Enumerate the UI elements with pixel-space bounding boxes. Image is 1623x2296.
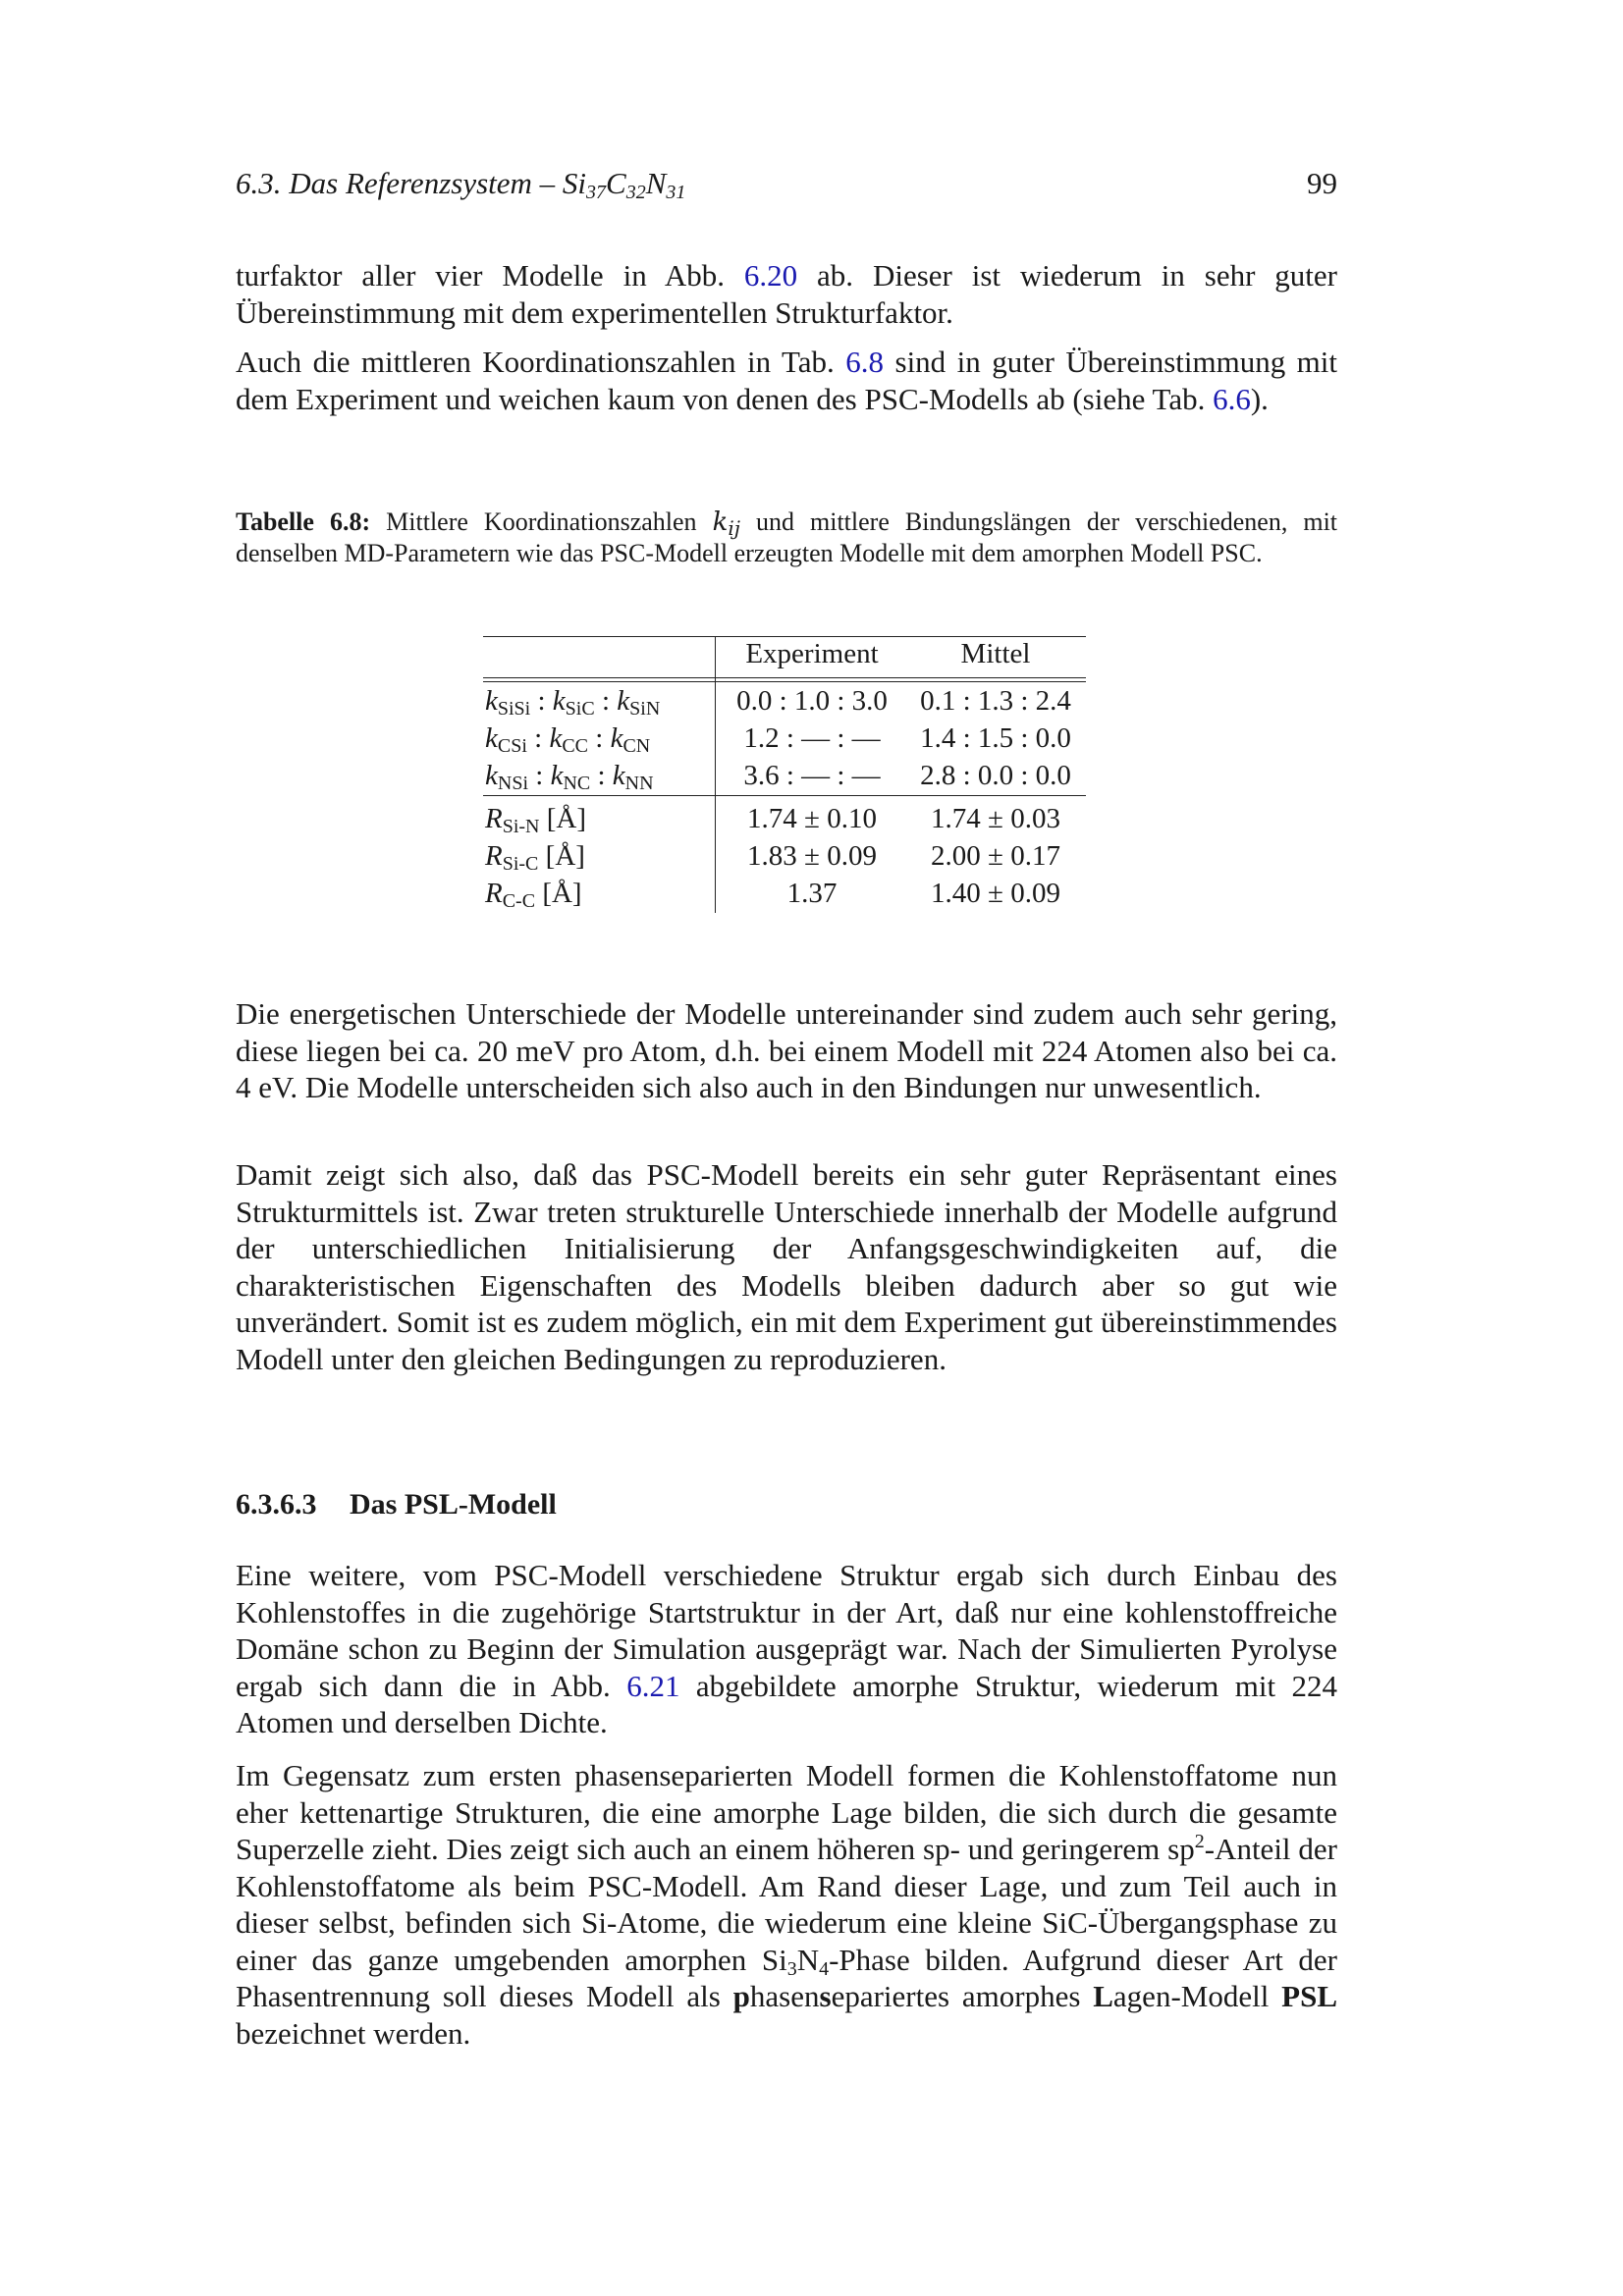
paragraph-1: turfaktor aller vier Modelle in Abb. 6.20 ab. Dieser ist wiederum in sehr guter Übereinstimmung mit dem experimentellen Strukturfaktor. [236,258,1337,330]
coordination-table [483,636,1086,919]
paragraph-4: Damit zeigt sich also, daß das PSC-Modell bereits ein sehr guter Repräsentant eines Strukturmittels ist. Zwar treten strukturelle Unterschiede innerhalb der Modelle aufgrund der unterschiedlichen Initialisierung der Anfangsgeschwindigkeiten auf, die charakteristischen Eigenschaften des Modells bleiben dadurch aber so gut wie unverändert. Somit ist es zudem möglich, ein mit dem Experiment gut übereinstimmendes Modell unter den gleichen Bedingungen zu reproduzieren. [236,1157,1337,1376]
table-cell-experiment: 1.2 : — : — [743,722,881,754]
paragraph-2: Auch die mittleren Koordinationszahlen in Tab. 6.8 sind in guter Übereinstimmung mit dem Experiment und weichen kaum von denen des PSC-Modells ab (siehe Tab. 6.6). [236,345,1338,416]
table-row-label: $k_{CSi}$ : $k_{CC}$ : $k_{CN}$ [485,722,651,757]
table-ref-6-8[interactable]: 6.8 [845,345,885,379]
table-cell-mittel: 0.1 : 1.3 : 2.4 [920,685,1071,717]
section-number: 6.3.6.3 [236,1488,317,1521]
table-cell-experiment: 1.37 [786,878,838,909]
table-header-rule-2 [483,681,1086,682]
table-cell-mittel: 1.74 ± 0.03 [931,803,1060,834]
table-cell-experiment: 1.83 ± 0.09 [747,840,877,872]
page-number: 99 [1307,166,1337,200]
section-title: Das PSL-Modell [350,1488,557,1521]
paragraph-5: Eine weitere, vom PSC-Modell verschiedene Struktur ergab sich durch Einbau des Kohlenstoffes in die zugehörige Startstruktur in der Art, daß nur eine kohlenstoffreiche Domäne schon zu Beginn der Simulation ausgeprägt war. Nach der Simulierten Pyrolyse ergab sich dann die in Abb. 6.21 abgebildete amorphe Struktur, wiederum mit 224 Atomen und derselben Dichte. [236,1558,1338,1739]
table-cell-mittel: 2.8 : 0.0 : 0.0 [920,760,1071,791]
table-cell-experiment: 3.6 : — : — [743,760,881,791]
table-cell-experiment: 0.0 : 1.0 : 3.0 [736,685,888,717]
running-head-formula: $Si_{37}C_{32}N_{31}$ [562,166,686,203]
table-row-label: $R_{Si-C}$ [Å] [485,840,585,875]
table-cell-experiment: 1.74 ± 0.10 [747,803,877,834]
running-head-section: 6.3. Das Referenzsystem – [236,166,556,200]
table-cell-mittel: 1.4 : 1.5 : 0.0 [920,722,1071,754]
table-ref-6-6[interactable]: 6.6 [1213,381,1251,416]
table-cell-mittel: 2.00 ± 0.17 [931,840,1060,872]
section-heading [236,1486,557,1523]
paragraph-3: Die energetischen Unterschiede der Modelle untereinander sind zudem auch sehr gering, diese liegen bei ca. 20 meV pro Atom, d.h. bei einem Modell mit 224 Atomen also bei ca. 4 eV. Die Modelle unterscheiden sich also auch in den Bindungen nur unwesentlich. [236,996,1337,1104]
figure-ref-6-20[interactable]: 6.20 [743,258,798,293]
table-caption: Tabelle 6.8: Mittlere Koordinationszahlen $k_{ij}$ und mittlere Bindungslängen der verschiedenen, mit denselben MD-Parametern wie das PSC-Modell erzeugten Modelle mit dem amorphen Modell PSC. [236,507,1338,567]
figure-ref-6-21[interactable]: 6.21 [626,1668,680,1703]
col-header-mittel: Mittel [960,638,1031,669]
table-cell-mittel: 1.40 ± 0.09 [931,878,1060,909]
caption-label: Tabelle 6.8: [236,507,371,536]
col-header-experiment: Experiment [745,638,879,669]
table-row-label: $R_{Si-N}$ [Å] [485,803,587,837]
paragraph-6: Im Gegensatz zum ersten phasenseparierten Modell formen die Kohlenstoffatome nun eher kettenartige Strukturen, die eine amorphe Lage bilden, die sich durch die gesamte Superzelle zieht. Dies zeigt sich auch an einem höheren sp- und geringerem $sp^2$-Anteil der Kohlenstoffatome als beim PSC-Modell. Am Rand dieser Lage, und zum Teil auch in dieser selbst, befinden sich Si-Atome, die wiederum eine kleine SiC-Übergangsphase zu einer das ganze umgebenden amorphen $Si_3N_4$-Phase bilden. Aufgrund dieser Art der Phasentrennung soll dieses Modell als phasensepariertes amorphes Lagen-Modell PSL bezeichnet werden. [236,1758,1337,2051]
table-header-rule-1 [483,677,1086,678]
running-head [236,165,1337,202]
table-vertical-rule [715,636,716,913]
table-row-label: $R_{C-C}$ [Å] [485,878,582,912]
table-row-label: $k_{NSi}$ : $k_{NC}$ : $k_{NN}$ [485,760,654,794]
table-mid-rule [483,795,1086,796]
table-row-label: $k_{SiSi}$ : $k_{SiC}$ : $k_{SiN}$ [485,685,661,720]
